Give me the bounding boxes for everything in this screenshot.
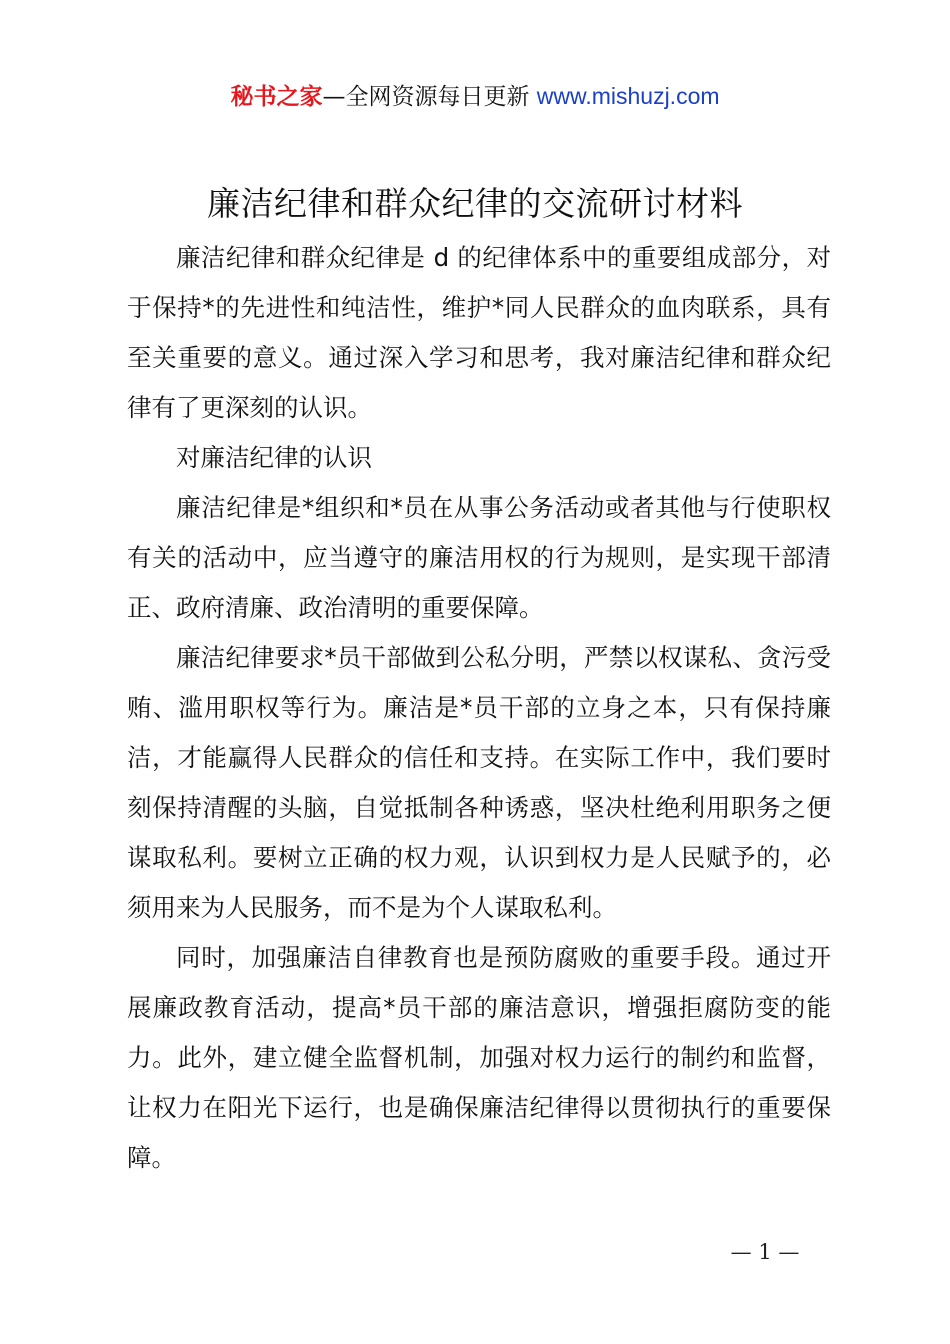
document-body (127, 233, 831, 1183)
paragraph-intro: 廉洁纪律和群众纪律是 d 的纪律体系中的重要组成部分，对于保持*的先进性和纯洁性，维护*同人民群众的血肉联系，具有至关重要的意义。通过深入学习和思考，我对廉洁纪律和群众纪律有了更深刻的认识。 (127, 243, 831, 422)
paragraph-education: 同时，加强廉洁自律教育也是预防腐败的重要手段。通过开展廉政教育活动，提高*员干部的廉洁意识，增强拒腐防变的能力。此外，建立健全监督机制，加强对权力运行的制约和监督，让权力在阳光下运行，也是确保廉洁纪律得以贯彻执行的重要保障。 (127, 943, 831, 1172)
paragraph-definition: 廉洁纪律是*组织和*员在从事公务活动或者其他与行使职权有关的活动中，应当遵守的廉洁用权的行为规则，是实现干部清正、政府清廉、政治清明的重要保障。 (127, 493, 831, 622)
site-brand: 秘书之家 (230, 84, 323, 110)
site-tagline: —全网资源每日更新 (322, 84, 537, 110)
section-heading: 对廉洁纪律的认识 (176, 443, 372, 472)
site-url-link[interactable]: www.mishuzj.com (536, 83, 720, 109)
page-number: — 1 — (730, 1240, 800, 1264)
document-title: 廉洁纪律和群众纪律的交流研讨材料 (207, 184, 743, 223)
paragraph-requirements: 廉洁纪律要求*员干部做到公私分明，严禁以权谋私、贪污受贿、滥用职权等行为。廉洁是*员干部的立身之本，只有保持廉洁，才能赢得人民群众的信任和支持。在实际工作中，我们要时刻保持清醒的头脑，自觉抵制各种诱惑，坚决杜绝利用职务之便谋取私利。要树立正确的权力观，认识到权力是人民赋予的，必须用来为人民服务，而不是为个人谋取私利。 (127, 643, 831, 922)
site-header (0, 80, 950, 113)
